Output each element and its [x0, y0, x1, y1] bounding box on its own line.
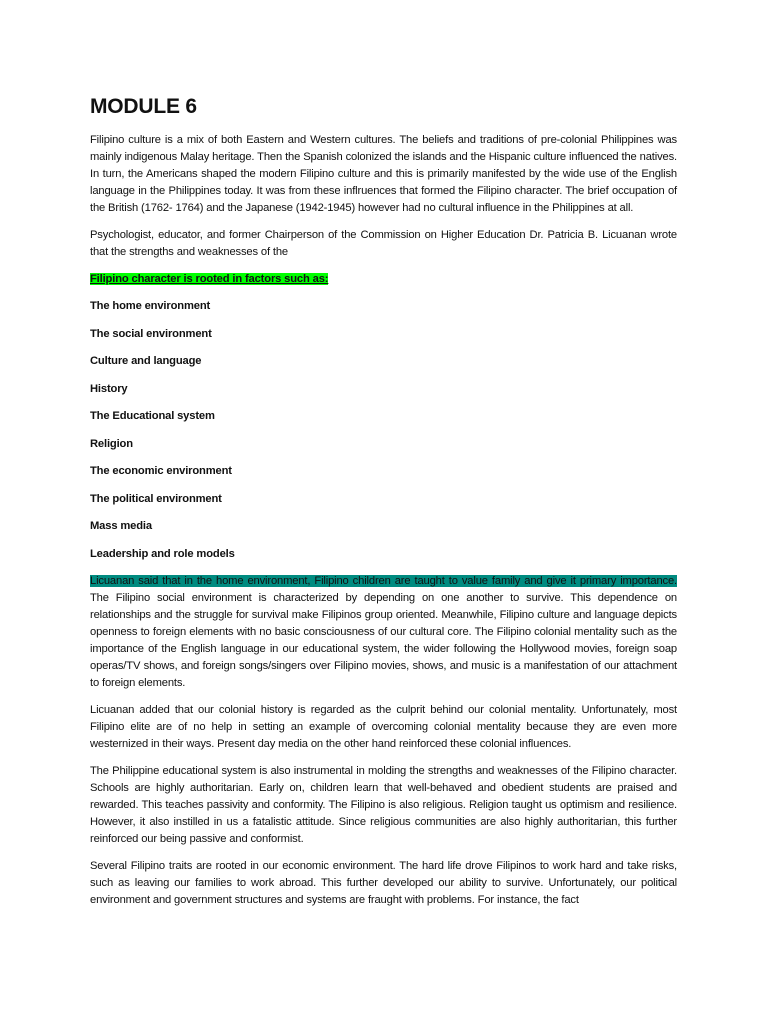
list-item: The political environment: [90, 492, 222, 505]
list-item: Religion: [90, 437, 133, 450]
intro-paragraph: Filipino culture is a mix of both Eastern and Western cultures. The beliefs and traditions of pre-colonial Philippines was mainly indigenous Malay heritage. Then the Spanish colonized the islands and the Hispanic culture influenced the natives. In turn, the Americans shaped the modern Filipino culture and this is primarily manifested by the wide use of the English language in the Philippines today. It was from these inflruences that formed the Filipino character. The brief occupation of the British (1762- 1764) and the Japanese (1942-1945) however had no cultural influence in the Philippines at all.: [90, 134, 677, 214]
list-item: The social environment: [90, 327, 212, 340]
home-environment-text: The Filipino social environment is characterized by depending on one another to survive. This dependence on relationships and the struggle for survival make Filipinos group oriented. Meanwhile, Filipino culture and language depicts openness to foreign elements with no basic consciousness of our cultural core. The Filipino colonial mentality such as the importance of the English language in our educational system, the wider following the Hollywood movies, foreign soap operas/TV shows, and foreign songs/singers over Filipino movies, shows, and music is a manifestation of our attachment to foreign elements.: [90, 592, 677, 689]
licuanan-paragraph: Psychologist, educator, and former Chairperson of the Commission on Higher Education Dr. Patricia B. Licuanan wrote that the strengths and weaknesses of the: [90, 229, 677, 258]
economic-paragraph: Several Filipino traits are rooted in our economic environment. The hard life drove Filipinos to work hard and take risks, such as leaving our families to work abroad. This further developed our ability to survive. Unfortunately, our political environment and government structures and systems are fraught with problems. For instance, the fact: [90, 860, 677, 906]
factors-list: [90, 298, 677, 563]
colonial-history-paragraph: Licuanan added that our colonial history is regarded as the culprit behind our colonial mentality. Unfortunately, most Filipino elite are of no help in setting an example of overcoming colonial mentality because they are even more westernized in their ways. Present day media on the other hand reinforced these colonial influences.: [90, 704, 677, 750]
list-item: History: [90, 382, 128, 395]
list-item: Leadership and role models: [90, 547, 235, 560]
list-item: Culture and language: [90, 355, 202, 367]
factors-heading: [90, 271, 677, 288]
education-paragraph: The Philippine educational system is also instrumental in molding the strengths and weaknesses of the Filipino character. Schools are highly authoritarian. Early on, children learn that well-behaved and obedient students are praised and rewarded. This teaches passivity and conformity. The Filipino is also religious. Religion taught us optimism and resilience. However, it also instilled in us a fatalistic attitude. Since religious communities are also highly authoritarian, this further reinforced our being passive and conformist.: [90, 765, 677, 845]
list-item: The home environment: [90, 300, 211, 312]
page-title: MODULE 6: [90, 95, 197, 118]
factors-heading-highlight: Filipino character is rooted in factors such as:: [90, 273, 329, 285]
document-page: [90, 94, 677, 919]
list-item: The economic environment: [90, 465, 232, 477]
list-item: The Educational system: [90, 410, 215, 422]
home-environment-paragraph: [90, 573, 677, 692]
list-item: Mass media: [90, 520, 152, 532]
home-environment-highlight: Licuanan said that in the home environment, Filipino children are taught to value family and give it primary importance.: [90, 575, 677, 587]
